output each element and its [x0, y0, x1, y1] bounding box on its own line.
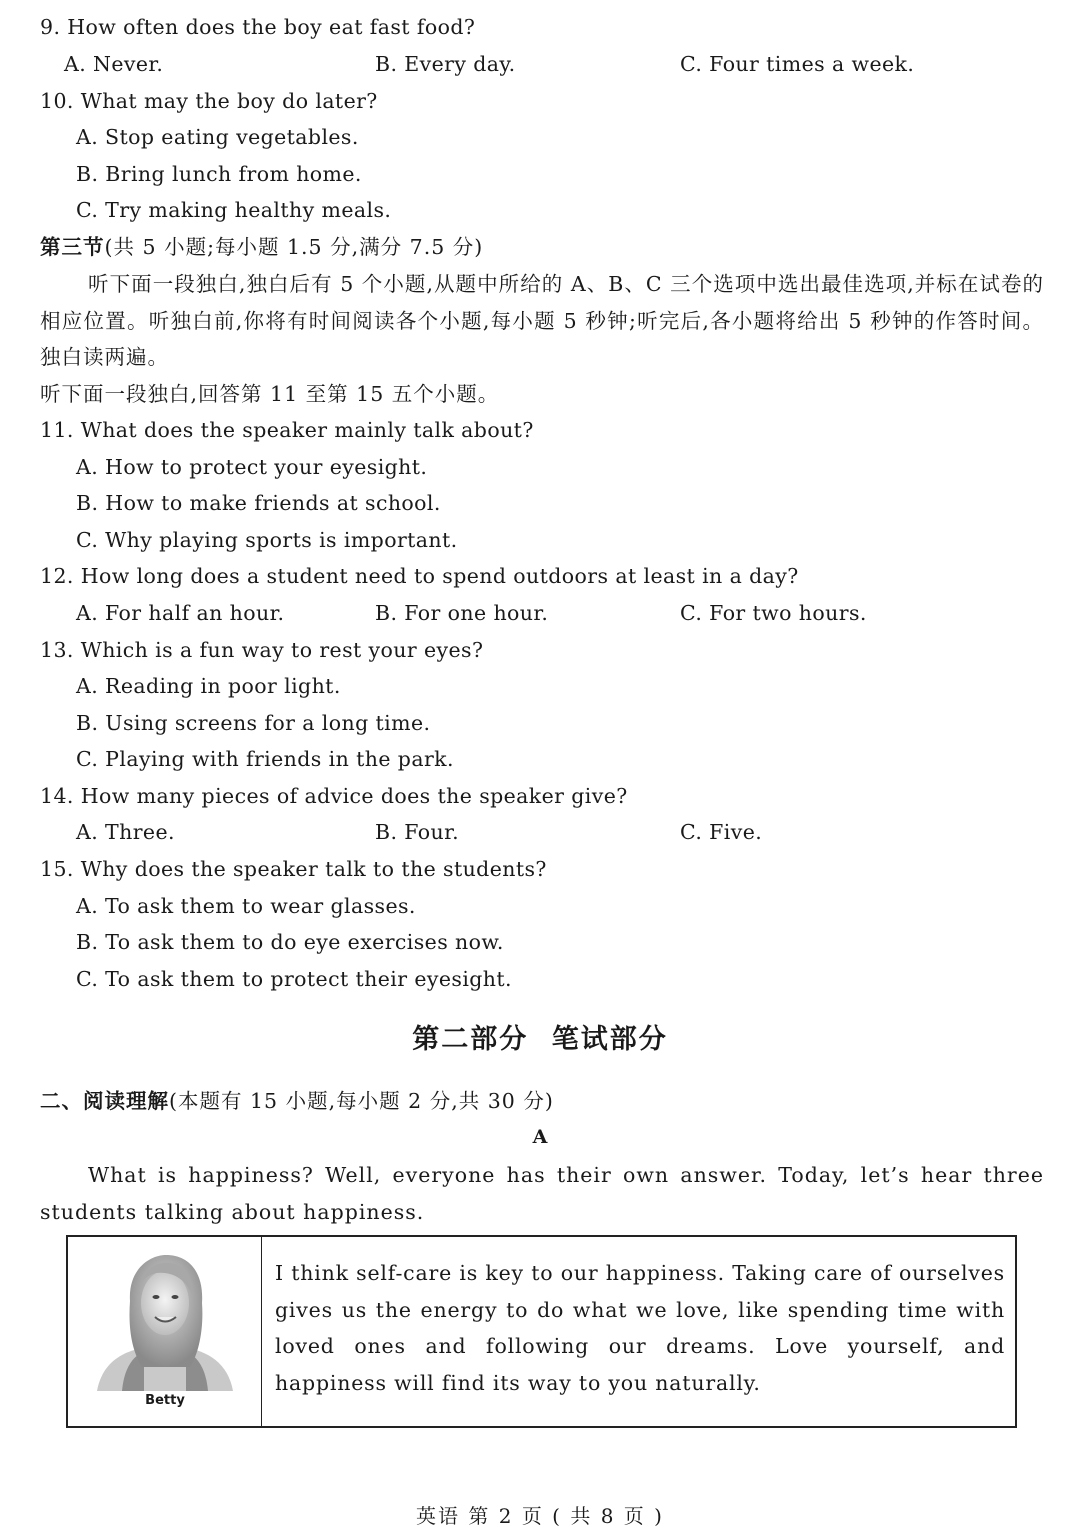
question-9-options [64, 46, 1044, 83]
option-11c: C. Why playing sports is important. [76, 528, 458, 552]
question-10: 10. What may the boy do later? [40, 89, 378, 113]
option-12a: A. For half an hour. [76, 601, 285, 625]
option-12b: B. For one hour. [375, 601, 549, 625]
section-3-instructions [40, 266, 1044, 376]
question-11: 11. What does the speaker mainly talk about? [40, 418, 534, 442]
passage-intro [40, 1157, 1044, 1230]
reading-scoring: (本题有 15 小题,每小题 2 分,共 30 分) [169, 1089, 554, 1113]
reading-section-header [40, 1083, 1044, 1120]
question-12-options [76, 595, 1044, 632]
option-13c: C. Playing with friends in the park. [76, 747, 454, 771]
section-3-scoring: (共 5 小题;每小题 1.5 分,满分 7.5 分) [104, 235, 484, 259]
betty-name-caption: Betty [145, 1393, 185, 1408]
student-photo-cell [68, 1237, 262, 1426]
option-14c: C. Five. [680, 820, 763, 844]
part-2-heading: 第二部分 笔试部分 [412, 1024, 668, 1055]
option-10c: C. Try making healthy meals. [76, 198, 392, 222]
student-quote-table [66, 1235, 1017, 1428]
section-3-instructions-text: 听下面一段独白,独白后有 5 个小题,从题中所给的 A、B、C 三个选项中选出最佳选项,并标在试卷的相应位置。听独白前,你将有时间阅读各个小题,每小题 5 秒钟;听完后,各小题将给出 5 秒钟的作答时间。独白读两遍。 [40, 272, 1044, 370]
section-3-prompt: 听下面一段独白,回答第 11 至第 15 五个小题。 [40, 382, 500, 406]
section-3-header [40, 229, 1044, 266]
option-11a: A. How to protect your eyesight. [76, 455, 428, 479]
option-13b: B. Using screens for a long time. [76, 711, 431, 735]
passage-label: A [532, 1126, 548, 1148]
question-15: 15. Why does the speaker talk to the students? [40, 857, 547, 881]
question-12: 12. How long does a student need to spend outdoors at least in a day? [40, 564, 799, 588]
question-14-options [76, 814, 1044, 851]
betty-quote: I think self-care is key to our happiness. Taking care of ourselves gives us the energy to do what we love, like spending time with loved ones and following our dreams. Love yourself, and happiness will find its way to you naturally. [275, 1261, 1005, 1396]
option-9a: A. Never. [64, 52, 164, 76]
option-10b: B. Bring lunch from home. [76, 162, 362, 186]
option-15b: B. To ask them to do eye exercises now. [76, 930, 504, 954]
option-9b: B. Every day. [375, 52, 516, 76]
section-3-title: 第三节 [40, 235, 105, 259]
option-9c: C. Four times a week. [680, 52, 915, 76]
page-footer: 英语 第 2 页 ( 共 8 页 ) [416, 1504, 664, 1528]
option-14b: B. Four. [375, 820, 460, 844]
option-10a: A. Stop eating vegetables. [76, 125, 359, 149]
option-14a: A. Three. [76, 820, 175, 844]
option-13a: A. Reading in poor light. [76, 674, 341, 698]
option-15a: A. To ask them to wear glasses. [76, 894, 416, 918]
passage-intro-text: What is happiness? Well, everyone has their own answer. Today, let’s hear three students talking about happiness. [40, 1163, 1044, 1224]
option-12c: C. For two hours. [680, 601, 867, 625]
question-9: 9. How often does the boy eat fast food? [40, 15, 476, 39]
question-14: 14. How many pieces of advice does the speaker give? [40, 784, 628, 808]
betty-portrait-image [92, 1251, 238, 1391]
reading-title: 二、阅读理解 [40, 1089, 169, 1113]
question-13: 13. Which is a fun way to rest your eyes? [40, 638, 484, 662]
option-11b: B. How to make friends at school. [76, 491, 441, 515]
option-15c: C. To ask them to protect their eyesight. [76, 967, 512, 991]
